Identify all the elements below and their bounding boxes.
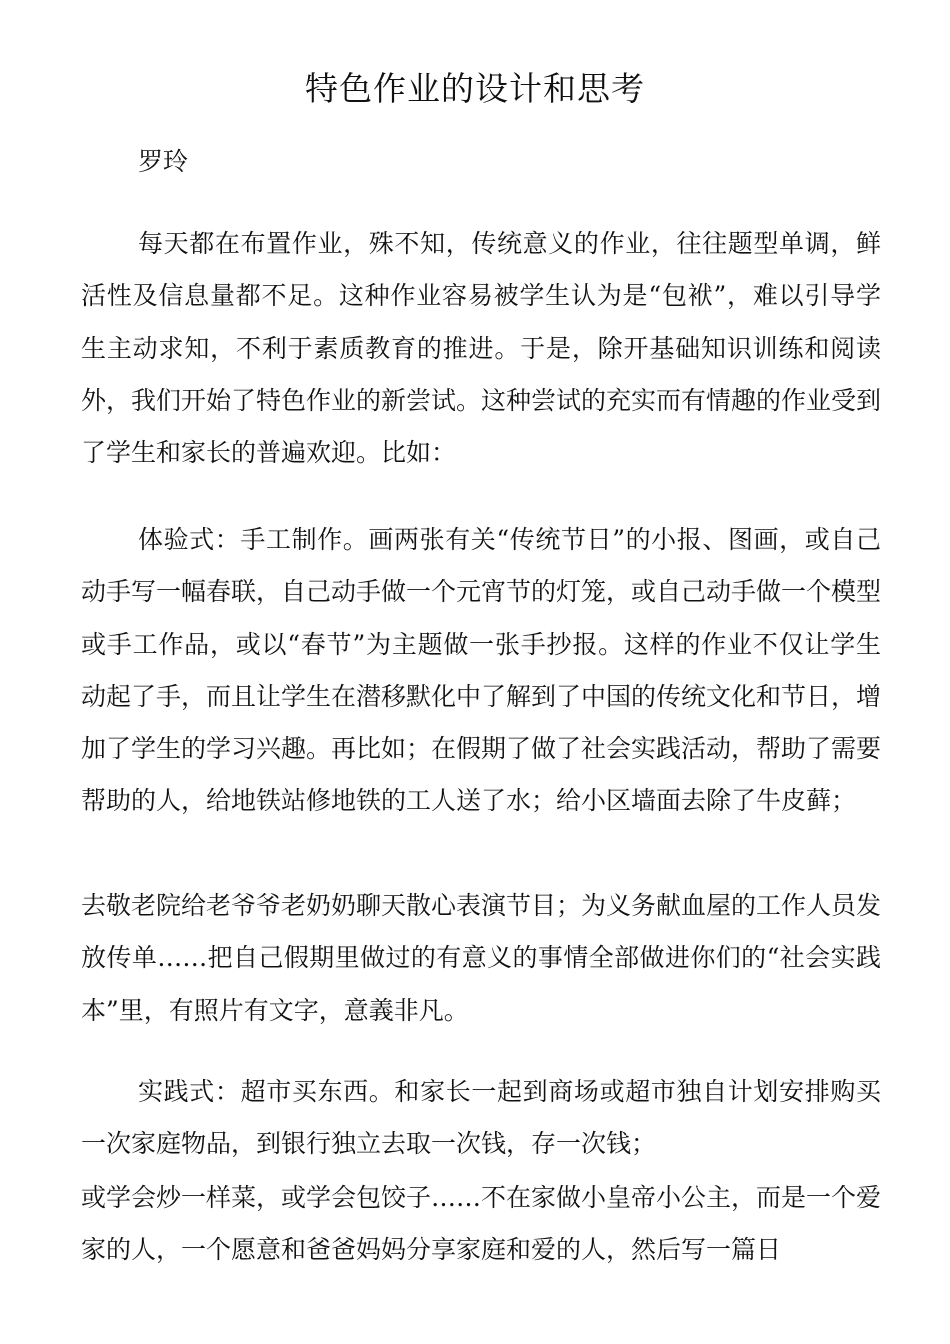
paragraph-experiential-continued: 去敬老院给老爷爷老奶奶聊天散心表演节目；为义务献血屋的工作人员发放传单……把自己假期里做过的有意义的事情全部做进你们的“社会实践本”里，有照片有文字，意義非凡。 xyxy=(81,891,882,1025)
paragraph-practical: 实践式：超市买东西。和家长一起到商场或超市独自计划安排购买一次家庭物品，到银行独立去取一次钱，存一次钱； xyxy=(81,1077,881,1159)
paragraph-intro: 每天都在布置作业，殊不知，传统意义的作业，往往题型单调，鲜活性及信息量都不足。这种作业容易被学生认为是“包袱”，难以引导学生主动求知，不利于素质教育的推进。于是，除开基础知识训练和阅读外，我们开始了特色作业的新尝试。这种尝试的充实而有情趣的作业受到了学生和家长的普遍欢迎。比如： xyxy=(81,229,882,468)
paragraph-experiential: 体验式：手工制作。画两张有关“传统节日”的小报、图画，或自己动手写一幅春联，自己动手做一个元宵节的灯笼，或自己动手做一个模型或手工作品，或以“春节”为主题做一张手抄报。这样的作业不仅让学生动起了手，而且让学生在潜移默化中了解到了中国的传统文化和节日，增加了学生的学习兴趣。再比如；在假期了做了社会实践活动，帮助了需要帮助的人，给地铁站修地铁的工人送了水；给小区墙面去除了牛皮藓； xyxy=(81,525,882,816)
author-name: 罗玲 xyxy=(138,147,189,176)
paragraph-practical-continued: 或学会炒一样菜，或学会包饺子……不在家做小皇帝小公主，而是一个爱家的人，一个愿意和爸爸妈妈分享家庭和爱的人，然后写一篇日 xyxy=(81,1183,882,1265)
document-title: 特色作业的设计和思考 xyxy=(305,69,645,108)
